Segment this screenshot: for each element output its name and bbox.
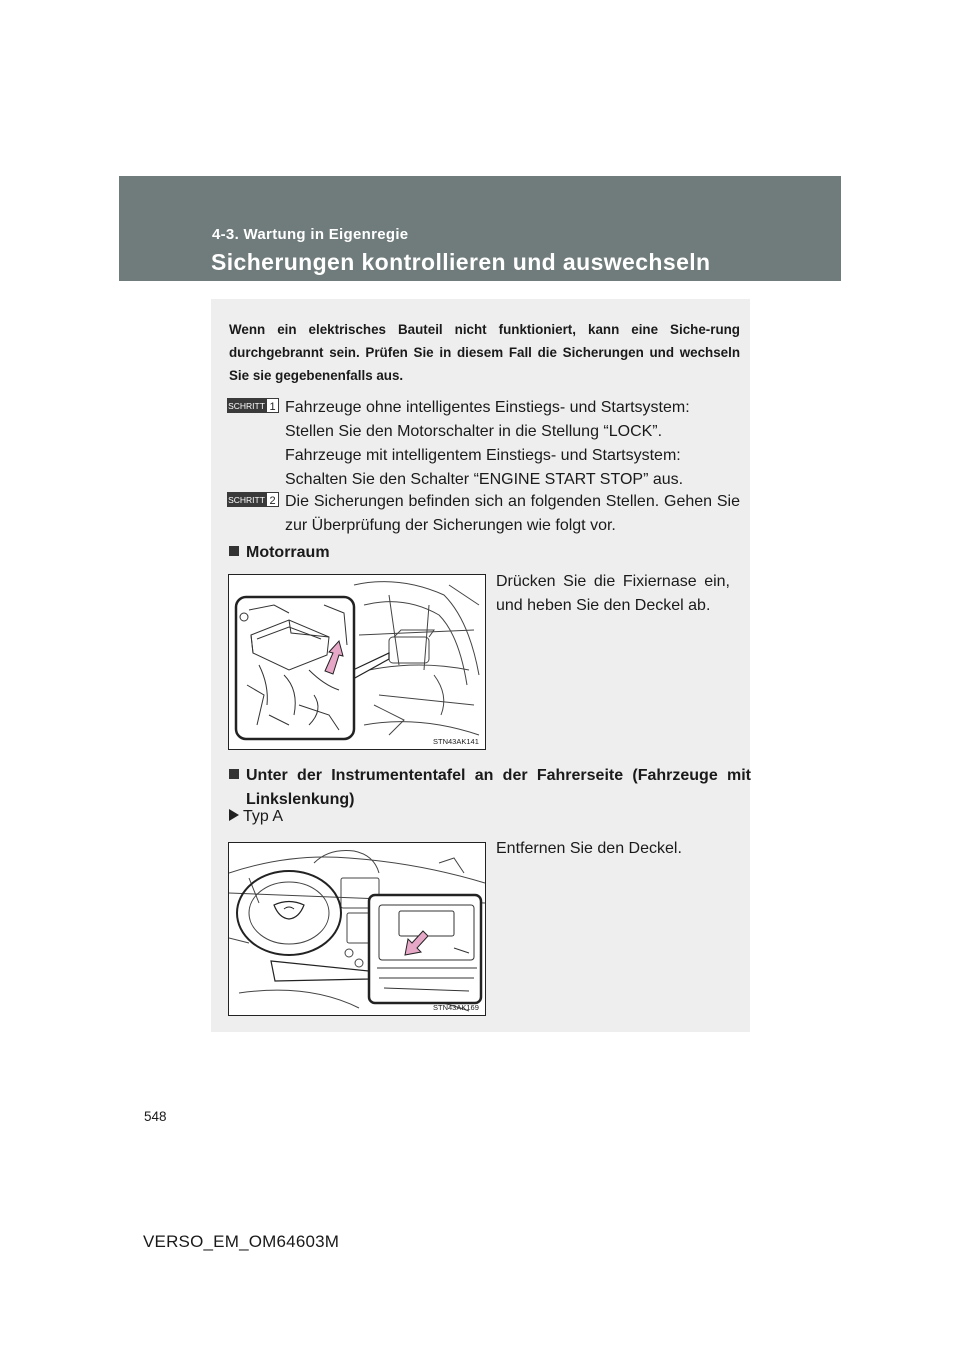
section-heading-text: Unter der Instrumententafel an der Fahrerseite (Fahrzeuge mit Linkslenkung) [246,767,751,808]
step-1-line-2: Stellen Sie den Motorschalter in die Stellung “LOCK”. [285,423,663,440]
step-badge-label: SCHRITT [228,401,265,411]
step-1-line-3: Fahrzeuge mit intelligentem Einstiegs- und Startsystem: [285,447,681,464]
step-badge-1 [227,398,279,413]
step-badge-number: 2 [269,495,276,507]
step-badge-number: 1 [269,401,276,413]
step-2-text: Die Sicherungen befinden sich an folgenden Stellen. Gehen Sie zur Überprüfung der Sicherungen wie folgt vor. [285,493,740,534]
engine-bay-instruction: Drücken Sie die Fixiernase ein, und heben Sie den Deckel ab. [496,573,730,614]
engine-bay-illustration [228,574,486,750]
square-bullet-icon [229,546,239,556]
figure-code: STN43AK169 [433,1003,479,1012]
step-1 [227,396,740,492]
figure-code: STN43AK141 [433,737,479,746]
section-heading-text: Motorraum [246,544,330,561]
chapter-title: Sicherungen kontrollieren und auswechseln [211,249,711,275]
step-2 [227,490,740,538]
section-heading-instrument-panel [229,764,751,812]
step-1-text [285,396,740,492]
subtype-label [229,808,283,826]
step-1-line-4: Schalten Sie den Schalter “ENGINE START STOP” aus. [285,471,684,488]
subtype-text: Typ A [243,808,284,825]
instrument-panel-drawing [229,843,485,1015]
triangle-bullet-icon [229,809,239,821]
square-bullet-icon [229,769,239,779]
step-1-line-1: Fahrzeuge ohne intelligentes Einstiegs- und Startsystem: [285,399,690,416]
section-heading-engine-bay [229,541,734,565]
instrument-panel-instruction: Entfernen Sie den Deckel. [496,840,682,857]
step-badge-label: SCHRITT [228,495,265,505]
step-badge-2 [227,492,279,507]
section-label: 4-3. Wartung in Eigenregie [212,226,409,243]
page-number: 548 [144,1109,167,1124]
engine-bay-drawing [229,575,485,749]
intro-text: Wenn ein elektrisches Bauteil nicht funktioniert, kann eine Siche-rung durchgebrannt sein. Prüfen Sie in diesem Fall die Sicherungen und wechseln Sie sie gegebenenfalls aus. [229,322,740,383]
instrument-panel-illustration [228,842,486,1016]
document-code: VERSO_EM_OM64603M [143,1232,340,1251]
